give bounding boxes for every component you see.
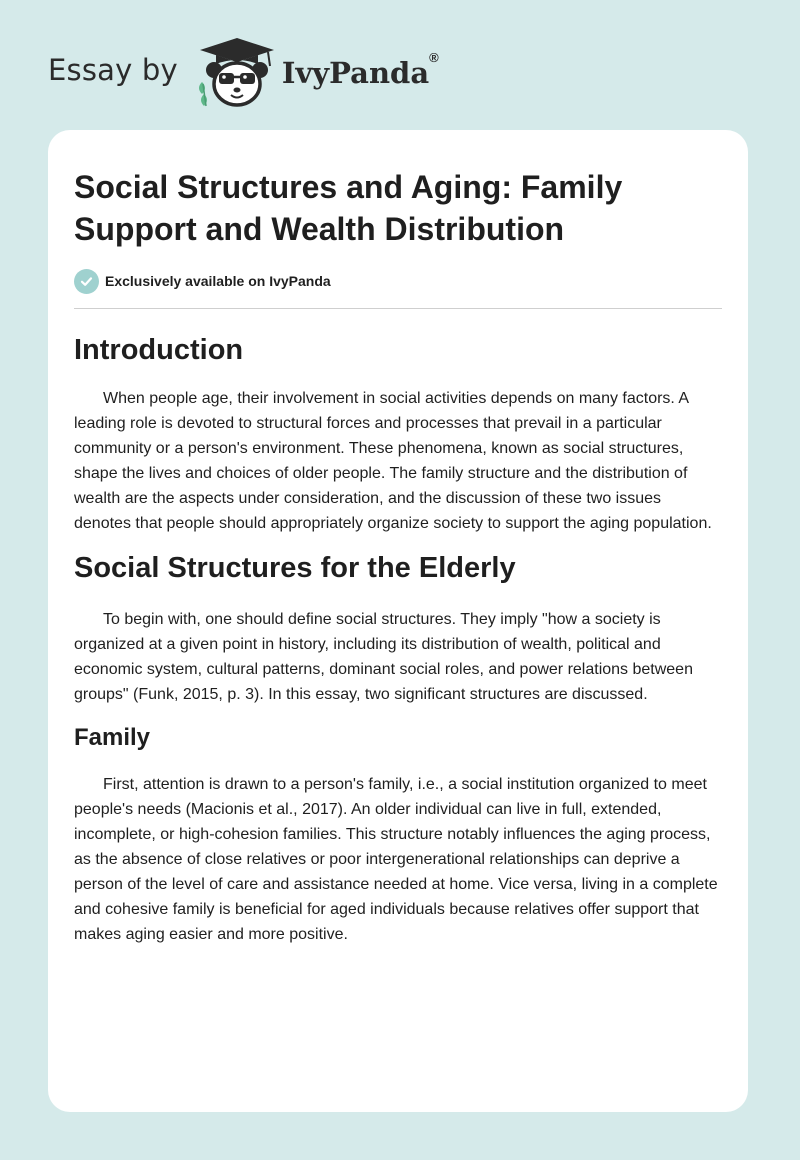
exclusive-badge (74, 268, 722, 294)
panda-graduate-logo-icon[interactable] (194, 36, 280, 108)
divider (74, 308, 722, 309)
check-circle-icon (74, 269, 99, 294)
section-heading-social-structures: Social Structures for the Elderly (74, 552, 516, 584)
essay-title: Social Structures and Aging: Family Support and Wealth Distribution (74, 169, 623, 247)
exclusive-label: Exclusively available on IvyPanda (105, 273, 331, 289)
section-heading-family: Family (74, 724, 151, 751)
brand-name[interactable]: IvyPanda® (281, 50, 439, 90)
essay-card (48, 130, 748, 1112)
section-paragraph-social-structures: To begin with, one should define social structures. They imply "how a society is organized at a given point in history, including its distribution of wealth, political and economic system, cultural patterns, dominant social roles, and power relations between groups" (Funk, 2015, p. 3). In this essay, two significant structures are discussed. (74, 611, 693, 703)
section-heading-introduction: Introduction (74, 334, 244, 366)
essay-by-label: Essay by (48, 53, 178, 87)
section-paragraph-family: First, attention is drawn to a person's family, i.e., a social institution organized to meet people's needs (Macionis et al., 2017). An older individual can live in full, extended, incomplete, or high-cohesion families. This structure notably influences the aging process, as the absence of close relatives or poor intergenerational relationships can deprive a person of the level of care and assistance needed at home. Vice versa, living in a complete and cohesive family is beneficial for aged individuals because relatives offer support that makes aging easier and more positive. (74, 776, 718, 943)
site-header (48, 36, 439, 108)
registered-mark: ® (429, 50, 439, 65)
section-paragraph-introduction: When people age, their involvement in social activities depends on many factors. A leading role is devoted to structural forces and processes that prevail in a particular community or a person's environment. These phenomena, known as social structures, shape the lives and choices of older people. The family structure and the distribution of wealth are the aspects under consideration, and the discussion of these two issues denotes that people should appropriately organize society to support the aging population. (74, 390, 712, 532)
